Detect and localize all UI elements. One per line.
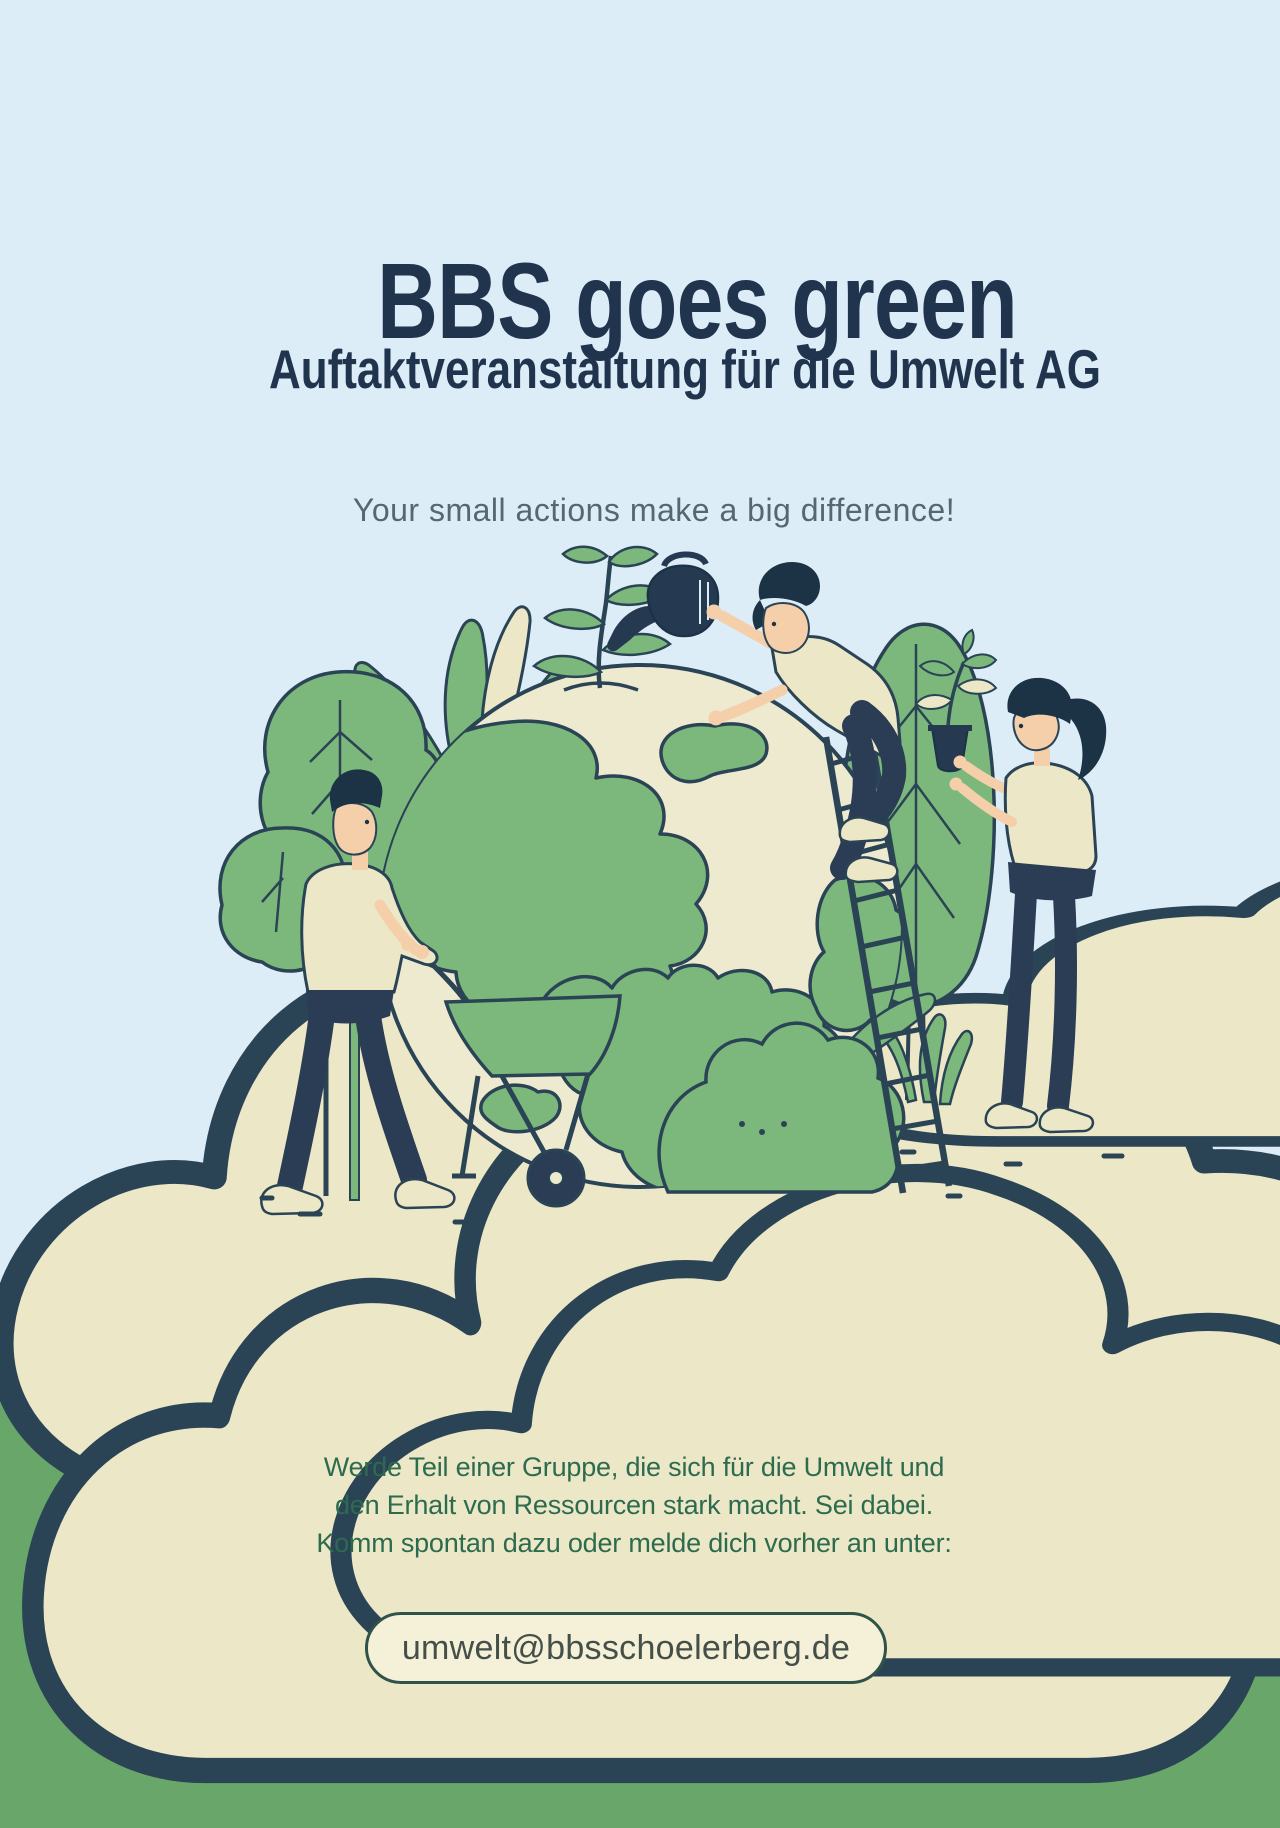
poster-subtitle: Auftaktveranstaltung für die Umwelt AG [268,337,1102,400]
email-address: umwelt@bbsschoelerberg.de [401,1629,851,1667]
cta-line: Komm spontan dazu oder melde dich vorher an unter: [316,1528,952,1558]
poster-title: BBS goes green [377,240,1017,362]
email-pill[interactable] [365,1612,887,1684]
tagline: Your small actions make a big difference! [352,492,956,528]
cta-text [0,1448,1268,1562]
cta-line: Werde Teil einer Gruppe, die sich für die Umwelt und [323,1452,945,1482]
cta-line: den Erhalt von Ressourcen stark macht. Sei dabei. [334,1490,934,1520]
